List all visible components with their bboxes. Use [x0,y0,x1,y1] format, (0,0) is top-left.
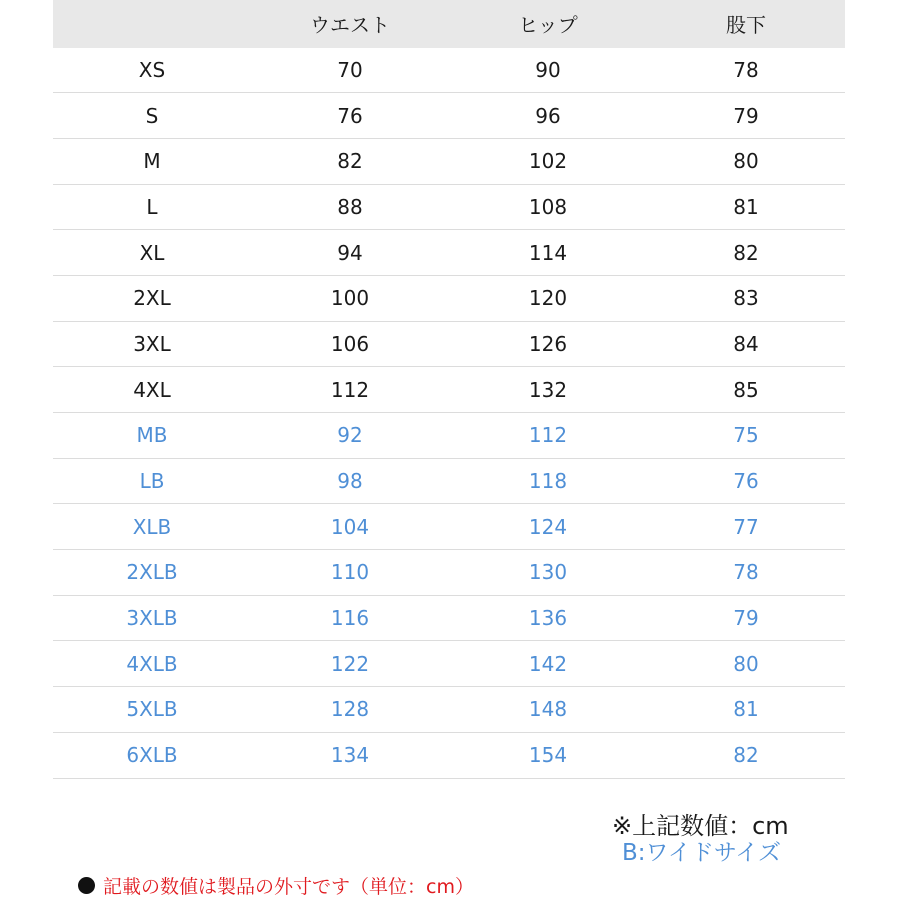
cell-waist: 110 [251,550,449,596]
table-row [53,687,845,733]
cell-waist: 92 [251,413,449,459]
cell-size: XL [53,230,251,276]
cell-waist: 70 [251,47,449,93]
cell-inseam: 79 [647,93,845,139]
table-row [53,595,845,641]
cell-inseam: 78 [647,47,845,93]
cell-waist: 104 [251,504,449,550]
cell-hip: 142 [449,641,647,687]
table-row [53,550,845,596]
cell-hip: 96 [449,93,647,139]
cell-waist: 94 [251,230,449,276]
cell-waist: 88 [251,184,449,230]
cell-inseam: 79 [647,595,845,641]
cell-waist: 128 [251,687,449,733]
cell-hip: 154 [449,732,647,778]
cell-waist: 82 [251,138,449,184]
bullet-dot-icon [78,877,95,894]
cell-inseam: 81 [647,184,845,230]
cell-inseam: 77 [647,504,845,550]
table-row [53,184,845,230]
table-row [53,367,845,413]
cell-hip: 114 [449,230,647,276]
cell-size: L [53,184,251,230]
cell-size: 3XL [53,321,251,367]
cell-hip: 130 [449,550,647,596]
cell-size: M [53,138,251,184]
cell-size: 3XLB [53,595,251,641]
cell-hip: 126 [449,321,647,367]
cell-inseam: 80 [647,641,845,687]
cell-waist: 134 [251,732,449,778]
header-hip: ヒップ [449,0,647,47]
header-size [53,0,251,47]
cell-size: 6XLB [53,732,251,778]
table-row [53,230,845,276]
cell-inseam: 75 [647,413,845,459]
table-row [53,413,845,459]
table-row [53,275,845,321]
cell-waist: 76 [251,93,449,139]
cell-waist: 116 [251,595,449,641]
cell-hip: 136 [449,595,647,641]
cell-size: 4XL [53,367,251,413]
wide-size-note: B:ワイドサイズ [622,840,781,866]
disclaimer-note [78,872,474,899]
cell-inseam: 84 [647,321,845,367]
cell-hip: 102 [449,138,647,184]
size-chart-table [53,0,845,779]
cell-size: S [53,93,251,139]
cell-inseam: 83 [647,275,845,321]
cell-hip: 148 [449,687,647,733]
table-row [53,732,845,778]
cell-size: MB [53,413,251,459]
cell-waist: 112 [251,367,449,413]
cell-inseam: 78 [647,550,845,596]
cell-size: 2XL [53,275,251,321]
cell-inseam: 81 [647,687,845,733]
table-row [53,321,845,367]
cell-hip: 132 [449,367,647,413]
cell-inseam: 82 [647,732,845,778]
cell-hip: 124 [449,504,647,550]
table-row [53,93,845,139]
cell-hip: 112 [449,413,647,459]
cell-size: LB [53,458,251,504]
table-row [53,47,845,93]
cell-waist: 122 [251,641,449,687]
cell-size: XLB [53,504,251,550]
cell-hip: 108 [449,184,647,230]
cell-inseam: 82 [647,230,845,276]
header-waist: ウエスト [251,0,449,47]
cell-inseam: 85 [647,367,845,413]
cell-hip: 120 [449,275,647,321]
cell-inseam: 80 [647,138,845,184]
cell-waist: 106 [251,321,449,367]
table-row [53,641,845,687]
unit-note: ※上記数値：cm [612,812,789,840]
cell-hip: 90 [449,47,647,93]
cell-inseam: 76 [647,458,845,504]
cell-size: 4XLB [53,641,251,687]
cell-size: 2XLB [53,550,251,596]
cell-size: XS [53,47,251,93]
table-header-row [53,0,845,47]
disclaimer-text: 記載の数値は製品の外寸です（単位：cm） [103,876,474,898]
table-row [53,458,845,504]
table-row [53,504,845,550]
table-row [53,138,845,184]
cell-waist: 98 [251,458,449,504]
header-inseam: 股下 [647,0,845,47]
cell-waist: 100 [251,275,449,321]
table-body [53,47,845,778]
cell-hip: 118 [449,458,647,504]
cell-size: 5XLB [53,687,251,733]
